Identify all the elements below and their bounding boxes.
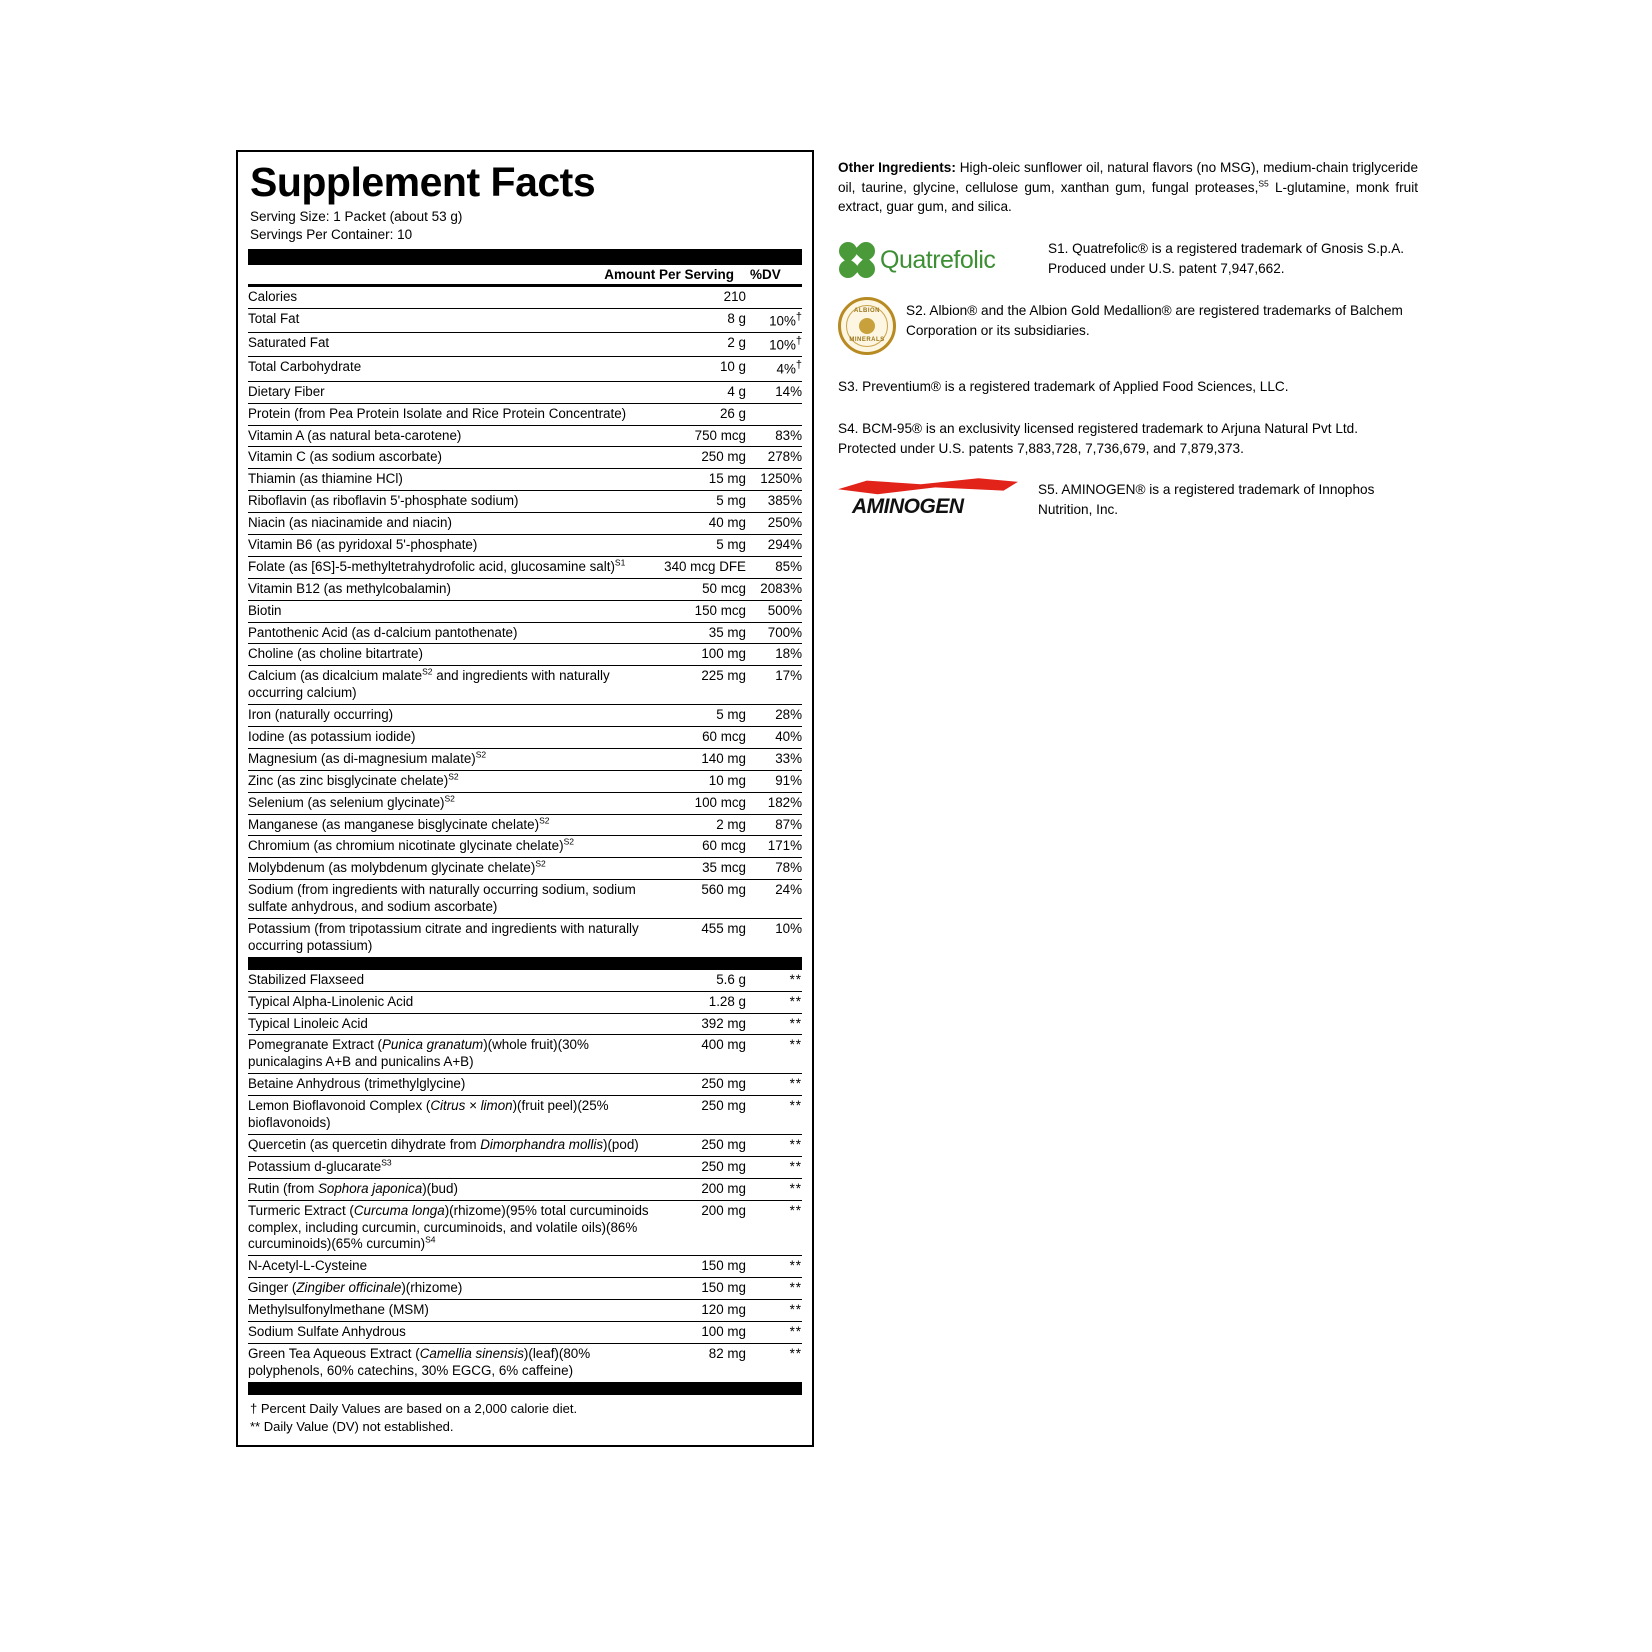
row-amount: 5 mg [654,705,746,727]
row-amount: 35 mg [654,622,746,644]
row-daily-value [746,287,802,308]
row-amount: 1.28 g [654,991,746,1013]
table-row [248,748,802,770]
row-nutrient-name: Quercetin (as quercetin dihydrate from Dimorphandra mollis)(pod) [248,1134,654,1156]
row-daily-value: ** [746,991,802,1013]
row-amount: 250 mg [654,1134,746,1156]
row-amount: 210 [654,287,746,308]
table-row [248,1178,802,1200]
trademark-note-s1 [838,239,1418,279]
row-amount: 750 mcg [654,425,746,447]
table-row [248,814,802,836]
row-nutrient-name: Iodine (as potassium iodide) [248,727,654,749]
row-nutrient-name: Methylsulfonylmethane (MSM) [248,1300,654,1322]
row-amount: 5.6 g [654,970,746,991]
row-daily-value: ** [746,1178,802,1200]
row-amount: 250 mg [654,1156,746,1178]
row-nutrient-name: Total Carbohydrate [248,357,654,381]
table-header [248,265,802,287]
row-amount: 455 mg [701,921,746,937]
table-row [248,770,802,792]
row-nutrient-name: Sodium (from ingredients with naturally occurring sodium, sodium sulfate anhydrous, and sodium ascorbate) [248,880,654,919]
row-amount: 10 g [654,357,746,381]
quatrefolic-logo [838,241,1048,279]
row-nutrient-name: Choline (as choline bitartrate) [248,644,654,666]
row-amount: 150 mg [654,1278,746,1300]
row-amount: 400 mg [654,1035,746,1074]
row-daily-value: ** [746,1074,802,1096]
table-row [248,880,802,919]
nutrients-table [248,287,802,957]
seal-core [859,318,875,334]
row-amount: 8 g [654,308,746,332]
panel-title: Supplement Facts [250,159,596,205]
table-row [248,1321,802,1343]
row-amount: 5 mg [654,491,746,513]
row-amount: 250 mg [654,447,746,469]
albion-seal-top-text: ALBION [854,308,880,315]
row-daily-value: ** [746,1256,802,1278]
row-amount: 4 g [654,381,746,403]
table-row [248,1278,802,1300]
row-amount: 2 mg [654,814,746,836]
panel-divider-blend [248,957,802,970]
row-daily-value: 278% [746,447,802,469]
row-nutrient-name: Vitamin C (as sodium ascorbate) [248,447,654,469]
table-row [248,644,802,666]
row-daily-value: 85% [746,556,802,578]
row-daily-value: 10%† [746,333,802,357]
row-daily-value: 4%† [746,357,802,381]
table-row [248,491,802,513]
row-nutrient-name: Zinc (as zinc bisglycinate chelate)$^{S2}$ [248,770,654,792]
row-amount: 10 mg [654,770,746,792]
row-nutrient-name: Molybdenum (as molybdenum glycinate chelate)$^{S2}$ [248,858,654,880]
row-daily-value: 10% [775,921,802,937]
trademark-note-s3 [838,377,1418,397]
row-nutrient-name: Rutin (from Sophora japonica)(bud) [248,1178,654,1200]
table-row [248,1074,802,1096]
table-row [248,1013,802,1035]
row-daily-value: 91% [746,770,802,792]
row-daily-value: ** [746,1200,802,1256]
row-amount: 150 mg [654,1256,746,1278]
row-nutrient-name: Magnesium (as di-magnesium malate)$^{S2}$ [248,748,654,770]
table-row [248,1134,802,1156]
row-amount: 100 mg [654,644,746,666]
row-daily-value: ** [746,1096,802,1135]
table-row [248,357,802,381]
table-row [248,705,802,727]
row-daily-value: ** [746,1321,802,1343]
row-nutrient-name: Vitamin B12 (as methylcobalamin) [248,578,654,600]
row-amount: 82 mg [708,1345,746,1361]
table-row [248,381,802,403]
row-nutrient-name: Stabilized Flaxseed [248,970,654,991]
table-row [248,287,802,308]
row-nutrient-name: Sodium Sulfate Anhydrous [248,1321,654,1343]
table-row [248,403,802,425]
row-amount: 5 mg [654,535,746,557]
header-percent-dv: %DV [750,266,781,282]
row-nutrient-name: Pantothenic Acid (as d-calcium pantothenate) [248,622,654,644]
quatrefolic-wordmark: Quatrefolic [880,245,996,274]
row-daily-value: ** [746,970,802,991]
row-nutrient-name: Protein (from Pea Protein Isolate and Rice Protein Concentrate) [248,403,654,425]
albion-seal-bottom-text: MINERALS [849,337,885,344]
row-nutrient-name: Niacin (as niacinamide and niacin) [248,513,654,535]
trademark-note-s3-text: S3. Preventium® is a registered trademark of Applied Food Sciences, LLC. [838,379,1289,395]
row-nutrient-name: Thiamin (as thiamine HCl) [248,469,654,491]
serving-size: Serving Size: 1 Packet (about 53 g) [250,209,463,225]
row-daily-value: 87% [746,814,802,836]
row-nutrient-name: Betaine Anhydrous (trimethylglycine) [248,1074,654,1096]
servings-per-container: Servings Per Container: 10 [250,226,413,242]
row-nutrient-name: Manganese (as manganese bisglycinate chelate)$^{S2}$ [248,814,654,836]
trademark-note-s2-text: S2. Albion® and the Albion Gold Medallion® are registered trademarks of Balchem Corporation or its subsidiaries. [906,303,1403,338]
row-daily-value: 40% [746,727,802,749]
row-amount: 120 mg [654,1300,746,1322]
table-row [248,1300,802,1322]
row-nutrient-name: Saturated Fat [248,333,654,357]
table-row [248,622,802,644]
row-amount: 200 mg [654,1178,746,1200]
panel-divider-top [248,249,802,265]
trademark-note-s2 [838,301,1418,355]
row-nutrient-name: Lemon Bioflavonoid Complex (Citrus × limon)(fruit peel)(25% bioflavonoids) [248,1096,654,1135]
table-row [248,1343,802,1381]
row-amount: 2 g [654,333,746,357]
row-daily-value: ** [746,1156,802,1178]
trademark-note-s4 [838,419,1418,458]
row-nutrient-name: Pomegranate Extract (Punica granatum)(whole fruit)(30% punicalagins A+B and punicalins A+B) [248,1035,654,1074]
row-amount: 225 mg [654,666,746,705]
row-daily-value: 182% [746,792,802,814]
right-column [838,158,1418,523]
table-row [248,727,802,749]
row-amount: 26 g [654,403,746,425]
other-ingredients-text: High-oleic sunflower oil, natural flavors (no MSG), medium-chain triglyceride oil, taurine, glycine, cellulose gum, xanthan gum, fungal proteases,$^{S5}$ L-glutamine, monk fruit extract, guar gum, and silica. [838,160,1419,215]
row-amount: 35 mcg [654,858,746,880]
row-nutrient-name: Riboflavin (as riboflavin 5'-phosphate sodium) [248,491,654,513]
row-nutrient-name: Potassium (from tripotassium citrate and ingredients with naturally occurring potassium) [248,921,639,953]
trademark-note-s5-text: S5. AMINOGEN® is a registered trademark of Innophos Nutrition, Inc. [1038,482,1375,517]
supplement-facts-panel [236,150,814,1447]
row-nutrient-name: Folate (as [6S]-5-methyltetrahydrofolic acid, glucosamine salt)$^{S1}$ [248,556,654,578]
footnote-dv-not-established: ** Daily Value (DV) not established. [250,1419,454,1435]
row-daily-value: 24% [746,880,802,919]
row-daily-value: ** [746,1300,802,1322]
row-amount: 340 mcg DFE [654,556,746,578]
row-daily-value: ** [746,1134,802,1156]
blend-table [248,970,802,1382]
table-row [248,469,802,491]
row-daily-value: ** [746,1013,802,1035]
table-row [248,1096,802,1135]
row-nutrient-name: Vitamin A (as natural beta-carotene) [248,425,654,447]
row-nutrient-name: Ginger (Zingiber officinale)(rhizome) [248,1278,654,1300]
table-row [248,535,802,557]
row-nutrient-name: Typical Linoleic Acid [248,1013,654,1035]
row-amount: 250 mg [654,1096,746,1135]
row-amount: 15 mg [654,469,746,491]
table-row [248,1035,802,1074]
row-amount: 200 mg [654,1200,746,1256]
table-row [248,991,802,1013]
row-daily-value: 700% [746,622,802,644]
row-amount: 250 mg [654,1074,746,1096]
row-nutrient-name: Green Tea Aqueous Extract (Camellia sinensis)(leaf)(80% polyphenols, 60% catechins, 30% EGCG, 6% caffeine) [248,1345,591,1378]
row-amount: 100 mcg [654,792,746,814]
table-row [248,600,802,622]
row-daily-value: ** [789,1345,802,1361]
row-amount: 392 mg [654,1013,746,1035]
row-daily-value: 500% [746,600,802,622]
table-row [248,425,802,447]
trademark-note-s5 [838,480,1418,522]
row-nutrient-name: Calories [248,287,654,308]
trademark-note-s4-text: S4. BCM-95® is an exclusivity licensed registered trademark to Arjuna Natural Pvt Ltd. Protected under U.S. patents 7,883,728, 7,736,679, and 7,879,373. [838,420,1359,456]
row-nutrient-name: Selenium (as selenium glycinate)$^{S2}$ [248,792,654,814]
aminogen-wordmark: AMINOGEN [852,495,964,519]
albion-medallion-logo [838,297,896,355]
table-row [248,308,802,332]
table-row [248,333,802,357]
table-row [248,1156,802,1178]
row-daily-value: 33% [746,748,802,770]
table-row [248,792,802,814]
row-daily-value: ** [746,1035,802,1074]
row-daily-value: 2083% [746,578,802,600]
header-amount-per-serving: Amount Per Serving [604,266,734,282]
table-row [248,556,802,578]
footnote-daily-values: † Percent Daily Values are based on a 2,000 calorie diet. [250,1400,578,1416]
table-row [248,666,802,705]
row-nutrient-name: Dietary Fiber [248,381,654,403]
panel-divider-bottom [248,1382,802,1395]
row-daily-value: 294% [746,535,802,557]
row-daily-value: ** [746,1278,802,1300]
table-row [248,1200,802,1256]
row-nutrient-name: Chromium (as chromium nicotinate glycinate chelate)$^{S2}$ [248,836,654,858]
row-daily-value: 385% [746,491,802,513]
row-daily-value: 171% [746,836,802,858]
row-amount: 40 mg [654,513,746,535]
row-nutrient-name: Vitamin B6 (as pyridoxal 5'-phosphate) [248,535,654,557]
table-row [248,836,802,858]
row-daily-value: 14% [746,381,802,403]
table-row [248,578,802,600]
trademark-note-s1-text: S1. Quatrefolic® is a registered trademark of Gnosis S.p.A. Produced under U.S. patent 7,947,662. [1048,241,1405,276]
row-daily-value [746,403,802,425]
row-amount: 50 mcg [654,578,746,600]
table-row [248,1256,802,1278]
row-nutrient-name: Iron (naturally occurring) [248,705,654,727]
row-daily-value: 1250% [746,469,802,491]
row-nutrient-name: Potassium d-glucarate$^{S3}$ [248,1156,654,1178]
row-daily-value: 83% [746,425,802,447]
row-daily-value: 18% [746,644,802,666]
row-daily-value: 78% [746,858,802,880]
table-row [248,447,802,469]
row-nutrient-name: Biotin [248,600,654,622]
row-amount: 140 mg [654,748,746,770]
row-daily-value: 10%† [746,308,802,332]
table-row [248,970,802,991]
row-amount: 150 mcg [654,600,746,622]
row-daily-value: 28% [746,705,802,727]
clover-icon [838,241,876,279]
row-amount: 60 mcg [654,727,746,749]
aminogen-logo [838,478,1038,522]
table-row [248,858,802,880]
row-nutrient-name: Calcium (as dicalcium malate$^{S2}$ and ingredients with naturally occurring calcium) [248,666,654,705]
other-ingredients-label: Other Ingredients: [838,160,956,175]
footnotes [248,1395,802,1438]
row-daily-value: 250% [746,513,802,535]
table-row [248,919,802,957]
row-amount: 60 mcg [654,836,746,858]
row-nutrient-name: Total Fat [248,308,654,332]
row-nutrient-name: Typical Alpha-Linolenic Acid [248,991,654,1013]
table-row [248,513,802,535]
row-nutrient-name: Turmeric Extract (Curcuma longa)(rhizome)(95% total curcuminoids complex, including curcumin, curcuminoids, and volatile oils)(86% curcuminoids)(65% curcumin)$^{S4}$ [248,1200,654,1256]
row-daily-value: 17% [746,666,802,705]
row-amount: 100 mg [654,1321,746,1343]
other-ingredients [838,158,1418,217]
row-amount: 560 mg [654,880,746,919]
row-nutrient-name: N-Acetyl-L-Cysteine [248,1256,654,1278]
